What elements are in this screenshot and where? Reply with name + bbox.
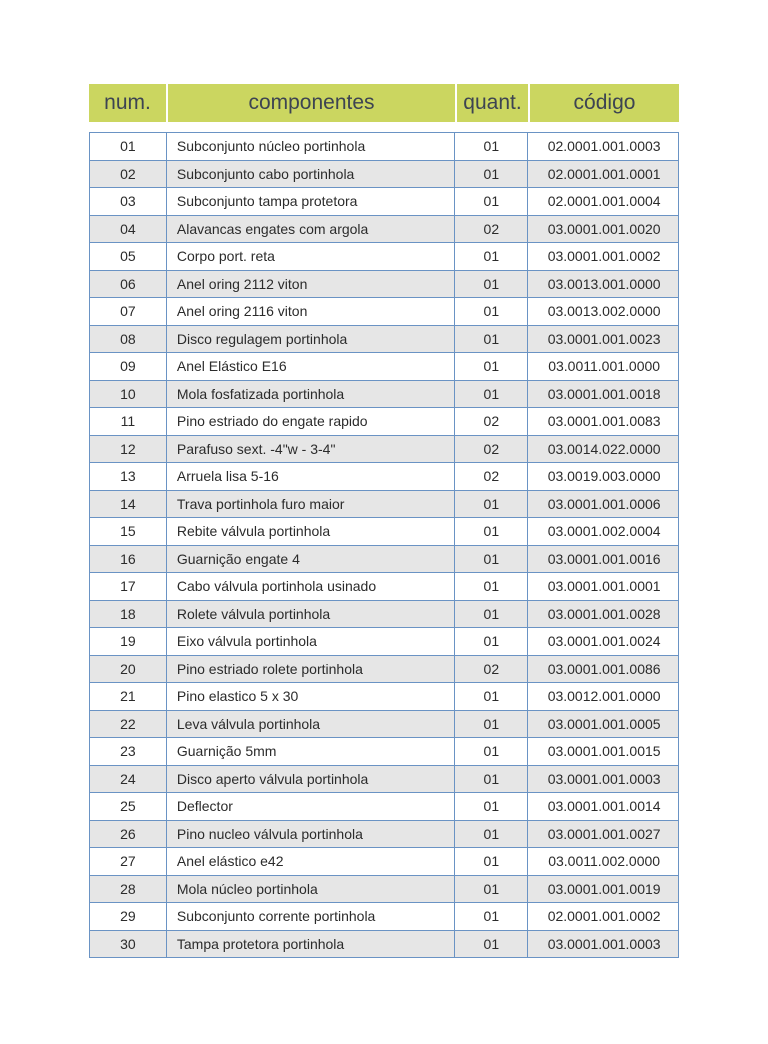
row-componente: Leva válvula portinhola: [167, 711, 456, 738]
table-row: [90, 408, 679, 436]
table-row: [90, 821, 679, 849]
row-quant: 01: [455, 601, 528, 628]
row-num: 20: [90, 656, 167, 683]
row-codigo: 03.0001.001.0086: [528, 656, 679, 683]
row-componente: Disco regulagem portinhola: [167, 326, 456, 353]
row-quant: 01: [455, 133, 528, 160]
row-quant: 01: [455, 546, 528, 573]
row-componente: Guarnição 5mm: [167, 738, 456, 765]
row-codigo: 03.0014.022.0000: [528, 436, 679, 463]
table-row: [90, 216, 679, 244]
row-quant: 01: [455, 683, 528, 710]
row-codigo: 02.0001.001.0004: [528, 188, 679, 215]
row-codigo: 03.0001.001.0016: [528, 546, 679, 573]
table-row: [90, 848, 679, 876]
row-codigo: 03.0001.001.0023: [528, 326, 679, 353]
row-num: 08: [90, 326, 167, 353]
table-row: [90, 546, 679, 574]
row-num: 23: [90, 738, 167, 765]
row-quant: 02: [455, 656, 528, 683]
row-componente: Eixo válvula portinhola: [167, 628, 456, 655]
row-componente: Deflector: [167, 793, 456, 820]
table-row: [90, 161, 679, 189]
row-num: 26: [90, 821, 167, 848]
row-quant: 02: [455, 216, 528, 243]
row-codigo: 03.0019.003.0000: [528, 463, 679, 490]
row-quant: 02: [455, 463, 528, 490]
row-codigo: 03.0001.001.0024: [528, 628, 679, 655]
row-componente: Subconjunto tampa protetora: [167, 188, 456, 215]
row-codigo: 03.0011.002.0000: [528, 848, 679, 875]
row-codigo: 03.0001.001.0002: [528, 243, 679, 270]
row-num: 09: [90, 353, 167, 380]
row-quant: 01: [455, 381, 528, 408]
table-row: [90, 271, 679, 299]
row-codigo: 03.0001.001.0005: [528, 711, 679, 738]
row-codigo: 03.0001.001.0014: [528, 793, 679, 820]
row-quant: 01: [455, 903, 528, 930]
parts-table: [89, 132, 679, 958]
row-componente: Tampa protetora portinhola: [167, 931, 456, 958]
row-componente: Mola fosfatizada portinhola: [167, 381, 456, 408]
row-num: 13: [90, 463, 167, 490]
header-num: num.: [89, 84, 166, 122]
row-num: 28: [90, 876, 167, 903]
header-quant: quant.: [455, 84, 528, 122]
row-num: 03: [90, 188, 167, 215]
row-componente: Guarnição engate 4: [167, 546, 456, 573]
row-num: 02: [90, 161, 167, 188]
row-quant: 01: [455, 518, 528, 545]
row-quant: 01: [455, 353, 528, 380]
row-quant: 02: [455, 436, 528, 463]
row-codigo: 02.0001.001.0002: [528, 903, 679, 930]
row-num: 05: [90, 243, 167, 270]
table-row: [90, 601, 679, 629]
table-row: [90, 436, 679, 464]
table-row: [90, 188, 679, 216]
row-componente: Parafuso sext. -4"w - 3-4": [167, 436, 456, 463]
row-componente: Disco aperto válvula portinhola: [167, 766, 456, 793]
table-row: [90, 518, 679, 546]
row-codigo: 03.0001.001.0015: [528, 738, 679, 765]
row-num: 14: [90, 491, 167, 518]
row-quant: 01: [455, 491, 528, 518]
row-quant: 01: [455, 766, 528, 793]
table-row: [90, 326, 679, 354]
row-componente: Pino elastico 5 x 30: [167, 683, 456, 710]
table-row: [90, 766, 679, 794]
row-num: 21: [90, 683, 167, 710]
row-componente: Cabo válvula portinhola usinado: [167, 573, 456, 600]
row-codigo: 03.0001.001.0083: [528, 408, 679, 435]
table-row: [90, 133, 679, 161]
row-componente: Pino estriado rolete portinhola: [167, 656, 456, 683]
row-componente: Subconjunto núcleo portinhola: [167, 133, 456, 160]
row-componente: Corpo port. reta: [167, 243, 456, 270]
table-row: [90, 683, 679, 711]
table-row: [90, 573, 679, 601]
row-num: 29: [90, 903, 167, 930]
row-componente: Anel elástico e42: [167, 848, 456, 875]
row-num: 25: [90, 793, 167, 820]
table-header: [89, 84, 679, 122]
row-num: 22: [90, 711, 167, 738]
row-codigo: 03.0001.001.0027: [528, 821, 679, 848]
row-num: 30: [90, 931, 167, 958]
row-quant: 01: [455, 243, 528, 270]
row-quant: 01: [455, 573, 528, 600]
table-row: [90, 298, 679, 326]
row-componente: Anel oring 2116 viton: [167, 298, 456, 325]
table-row: [90, 353, 679, 381]
row-codigo: 03.0012.001.0000: [528, 683, 679, 710]
row-num: 16: [90, 546, 167, 573]
table-row: [90, 793, 679, 821]
row-codigo: 03.0001.002.0004: [528, 518, 679, 545]
row-quant: 01: [455, 848, 528, 875]
row-num: 12: [90, 436, 167, 463]
row-num: 10: [90, 381, 167, 408]
row-quant: 01: [455, 161, 528, 188]
row-num: 18: [90, 601, 167, 628]
table-row: [90, 243, 679, 271]
table-row: [90, 628, 679, 656]
row-quant: 01: [455, 821, 528, 848]
row-componente: Rolete válvula portinhola: [167, 601, 456, 628]
table-row: [90, 491, 679, 519]
row-componente: Pino estriado do engate rapido: [167, 408, 456, 435]
row-codigo: 03.0001.001.0001: [528, 573, 679, 600]
row-componente: Mola núcleo portinhola: [167, 876, 456, 903]
row-num: 11: [90, 408, 167, 435]
row-componente: Pino nucleo válvula portinhola: [167, 821, 456, 848]
row-num: 24: [90, 766, 167, 793]
row-codigo: 03.0001.001.0006: [528, 491, 679, 518]
row-quant: 01: [455, 188, 528, 215]
header-codigo: código: [528, 84, 679, 122]
row-num: 15: [90, 518, 167, 545]
row-codigo: 03.0001.001.0020: [528, 216, 679, 243]
row-quant: 01: [455, 271, 528, 298]
row-quant: 02: [455, 408, 528, 435]
row-quant: 01: [455, 326, 528, 353]
table-row: [90, 903, 679, 931]
row-codigo: 03.0001.001.0019: [528, 876, 679, 903]
table-row: [90, 656, 679, 684]
row-codigo: 03.0013.001.0000: [528, 271, 679, 298]
row-componente: Arruela lisa 5-16: [167, 463, 456, 490]
table-row: [90, 463, 679, 491]
row-codigo: 02.0001.001.0001: [528, 161, 679, 188]
row-num: 04: [90, 216, 167, 243]
table-row: [90, 381, 679, 409]
row-num: 06: [90, 271, 167, 298]
row-codigo: 03.0001.001.0018: [528, 381, 679, 408]
row-num: 07: [90, 298, 167, 325]
row-componente: Rebite válvula portinhola: [167, 518, 456, 545]
row-num: 19: [90, 628, 167, 655]
row-num: 17: [90, 573, 167, 600]
row-num: 27: [90, 848, 167, 875]
row-quant: 01: [455, 298, 528, 325]
row-codigo: 03.0013.002.0000: [528, 298, 679, 325]
header-componentes: componentes: [166, 84, 455, 122]
table-row: [90, 931, 679, 959]
row-codigo: 03.0001.001.0028: [528, 601, 679, 628]
row-componente: Anel oring 2112 viton: [167, 271, 456, 298]
table-row: [90, 711, 679, 739]
row-codigo: 03.0001.001.0003: [528, 766, 679, 793]
row-quant: 01: [455, 711, 528, 738]
row-quant: 01: [455, 931, 528, 958]
row-codigo: 03.0001.001.0003: [528, 931, 679, 958]
row-componente: Subconjunto cabo portinhola: [167, 161, 456, 188]
row-componente: Subconjunto corrente portinhola: [167, 903, 456, 930]
row-codigo: 02.0001.001.0003: [528, 133, 679, 160]
table-row: [90, 876, 679, 904]
row-num: 01: [90, 133, 167, 160]
row-componente: Anel Elástico E16: [167, 353, 456, 380]
row-quant: 01: [455, 876, 528, 903]
row-componente: Trava portinhola furo maior: [167, 491, 456, 518]
row-componente: Alavancas engates com argola: [167, 216, 456, 243]
table-row: [90, 738, 679, 766]
row-quant: 01: [455, 738, 528, 765]
row-quant: 01: [455, 628, 528, 655]
row-codigo: 03.0011.001.0000: [528, 353, 679, 380]
row-quant: 01: [455, 793, 528, 820]
